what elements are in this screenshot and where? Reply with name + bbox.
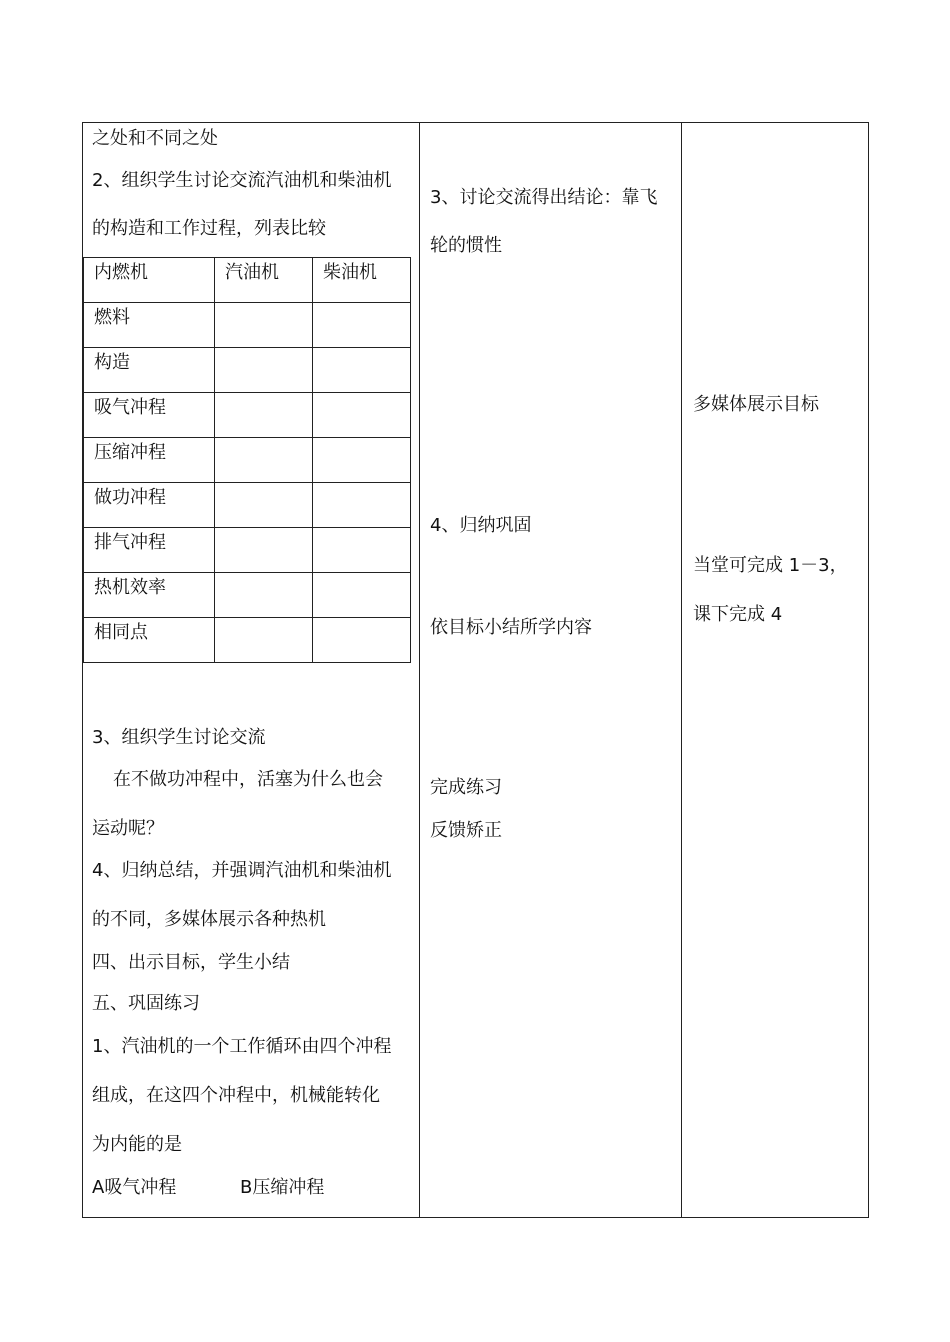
table-cell	[215, 438, 313, 483]
table-cell	[313, 483, 411, 528]
table-cell	[215, 483, 313, 528]
design-note-text: 多媒体展示目标	[693, 394, 819, 415]
student-activity-text: 反馈矫正	[430, 820, 502, 841]
student-activity-text: 依目标小结所学内容	[430, 617, 592, 638]
table-row-label: 压缩冲程	[84, 438, 215, 483]
table-row-label: 排气冲程	[84, 528, 215, 573]
table-cell	[313, 303, 411, 348]
table-row-label: 相同点	[84, 618, 215, 663]
teacher-activity-text: 的构造和工作过程，列表比较	[92, 218, 326, 239]
table-row	[84, 483, 411, 528]
teacher-activity-text: 3、组织学生讨论交流	[92, 727, 266, 748]
design-note-text: 当堂可完成 1－3，	[693, 555, 848, 576]
design-note-text: 课下完成 4	[693, 604, 783, 625]
option-b: B压缩冲程	[240, 1177, 325, 1198]
table-header-cell: 柴油机	[313, 258, 411, 303]
table-row	[84, 573, 411, 618]
table-header-row	[84, 258, 411, 303]
table-row-label: 吸气冲程	[84, 393, 215, 438]
teacher-activity-text: 4、归纳总结，并强调汽油机和柴油机	[92, 860, 392, 881]
table-row-label: 做功冲程	[84, 483, 215, 528]
teacher-activity-text: 运动呢？	[92, 818, 164, 839]
exercise-text: 组成，在这四个冲程中，机械能转化	[92, 1085, 380, 1106]
table-cell	[313, 393, 411, 438]
table-cell	[313, 618, 411, 663]
table-cell	[215, 393, 313, 438]
table-cell	[215, 528, 313, 573]
table-row	[84, 618, 411, 663]
table-row	[84, 438, 411, 483]
teacher-activity-text: 五、巩固练习	[92, 993, 200, 1014]
exercise-text: 1、汽油机的一个工作循环由四个冲程	[92, 1036, 392, 1057]
table-cell	[215, 303, 313, 348]
student-activity-text: 4、归纳巩固	[430, 515, 532, 536]
option-a: A吸气冲程	[92, 1177, 177, 1198]
table-cell	[215, 348, 313, 393]
engine-comparison-table	[83, 257, 411, 663]
table-row-label: 热机效率	[84, 573, 215, 618]
table-header-cell: 汽油机	[215, 258, 313, 303]
teacher-activity-text: 在不做功冲程中，活塞为什么也会	[113, 769, 383, 790]
table-cell	[215, 618, 313, 663]
teacher-activity-text: 的不同，多媒体展示各种热机	[92, 909, 326, 930]
table-cell	[313, 438, 411, 483]
table-cell	[215, 573, 313, 618]
student-activity-text: 轮的惯性	[430, 235, 502, 256]
table-row-label: 燃料	[84, 303, 215, 348]
table-cell	[313, 528, 411, 573]
table-header-cell: 内燃机	[84, 258, 215, 303]
teacher-activity-text: 四、出示目标，学生小结	[92, 952, 290, 973]
table-row	[84, 303, 411, 348]
teacher-activity-text: 之处和不同之处	[92, 128, 218, 149]
table-row	[84, 348, 411, 393]
teacher-activity-text: 2、组织学生讨论交流汽油机和柴油机	[92, 170, 392, 191]
table-row	[84, 528, 411, 573]
table-row	[84, 393, 411, 438]
table-row-label: 构造	[84, 348, 215, 393]
exercise-text: 为内能的是	[92, 1134, 182, 1155]
column-divider	[681, 123, 682, 1217]
student-activity-text: 完成练习	[430, 777, 502, 798]
column-divider	[419, 123, 420, 1217]
table-cell	[313, 348, 411, 393]
table-cell	[313, 573, 411, 618]
student-activity-text: 3、讨论交流得出结论：靠飞	[430, 187, 658, 208]
